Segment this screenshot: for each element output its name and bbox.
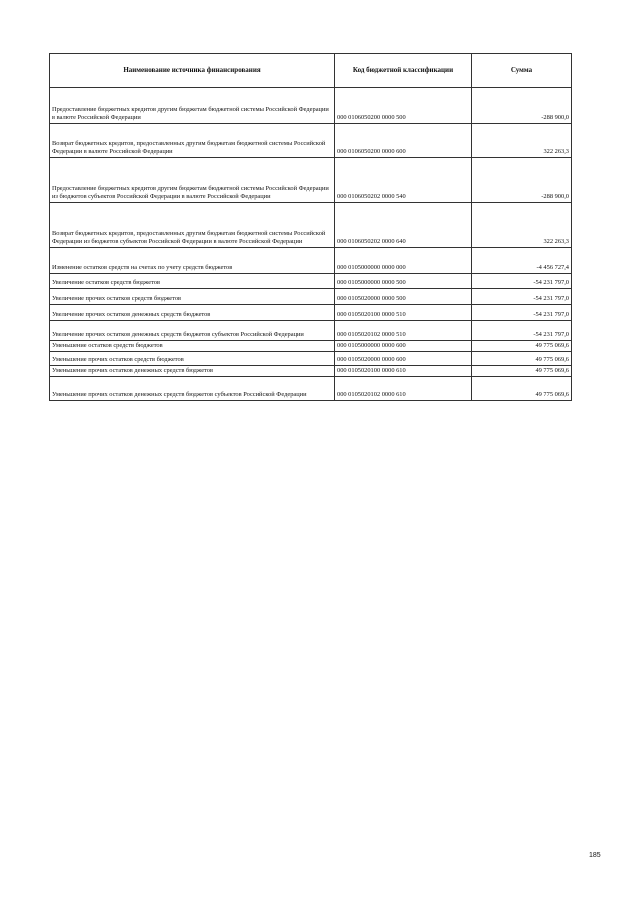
row-code: 000 0105020000 0000 600 <box>335 352 472 366</box>
row-name: Предоставление бюджетных кредитов другим бюджетам бюджетной системы Российской Федерации из бюджетов субъектов Российской Федерации в валюте Российской Федерации <box>50 158 335 203</box>
row-amount: 322 263,3 <box>472 124 572 158</box>
row-code: 000 0105020100 0000 510 <box>335 305 472 321</box>
row-name: Возврат бюджетных кредитов, предоставленных другим бюджетам бюджетной системы Российской Федерации в валюте Российской Федерации <box>50 124 335 158</box>
table-row <box>50 274 572 289</box>
column-header-amount: Сумма <box>472 54 572 88</box>
row-amount: 49 775 069,6 <box>472 341 572 352</box>
page-number: 185 <box>589 852 601 859</box>
row-name: Уменьшение прочих остатков денежных средств бюджетов <box>50 366 335 377</box>
row-name: Увеличение прочих остатков денежных средств бюджетов субъектов Российской Федерации <box>50 321 335 341</box>
table-row <box>50 203 572 248</box>
table-row <box>50 366 572 377</box>
row-code: 000 0106050200 0000 600 <box>335 124 472 158</box>
column-header-name: Наименование источника финансирования <box>50 54 335 88</box>
row-name: Изменение остатков средств на счетах по учету средств бюджетов <box>50 248 335 274</box>
row-amount: -288 900,0 <box>472 88 572 124</box>
table-row <box>50 352 572 366</box>
row-code: 000 0105000000 0000 600 <box>335 341 472 352</box>
row-code: 000 0105020000 0000 500 <box>335 289 472 305</box>
row-name: Уменьшение прочих остатков средств бюджетов <box>50 352 335 366</box>
row-code: 000 0105020102 0000 510 <box>335 321 472 341</box>
row-amount: -54 231 797,0 <box>472 289 572 305</box>
table-row <box>50 305 572 321</box>
row-name: Увеличение прочих остатков денежных средств бюджетов <box>50 305 335 321</box>
row-amount: -288 900,0 <box>472 158 572 203</box>
row-amount: 49 775 069,6 <box>472 377 572 401</box>
row-code: 000 0106050202 0000 540 <box>335 158 472 203</box>
column-header-code: Код бюджетной классификации <box>335 54 472 88</box>
row-name: Уменьшение прочих остатков денежных средств бюджетов субъектов Российской Федерации <box>50 377 335 401</box>
row-name: Предоставление бюджетных кредитов другим бюджетам бюджетной системы Российской Федерации в валюте Российской Федерации <box>50 88 335 124</box>
row-name: Увеличение прочих остатков средств бюджетов <box>50 289 335 305</box>
row-code: 000 0105020100 0000 610 <box>335 366 472 377</box>
row-code: 000 0105020102 0000 610 <box>335 377 472 401</box>
table-row <box>50 124 572 158</box>
table-row <box>50 377 572 401</box>
row-name: Увеличение остатков средств бюджетов <box>50 274 335 289</box>
row-amount: -54 231 797,0 <box>472 305 572 321</box>
table-row <box>50 88 572 124</box>
row-name: Уменьшение остатков средств бюджетов <box>50 341 335 352</box>
financing-sources-table <box>49 53 572 401</box>
row-amount: -54 231 797,0 <box>472 274 572 289</box>
row-amount: 49 775 069,6 <box>472 366 572 377</box>
row-amount: 322 263,3 <box>472 203 572 248</box>
table-row <box>50 289 572 305</box>
table-row <box>50 321 572 341</box>
row-amount: -54 231 797,0 <box>472 321 572 341</box>
row-code: 000 0105000000 0000 500 <box>335 274 472 289</box>
row-name: Возврат бюджетных кредитов, предоставленных другим бюджетам бюджетной системы Российской Федерации из бюджетов субъектов Российской Федерации в валюте Российской Федерации <box>50 203 335 248</box>
table-row <box>50 158 572 203</box>
row-code: 000 0106050200 0000 500 <box>335 88 472 124</box>
table-row <box>50 248 572 274</box>
table-row <box>50 341 572 352</box>
row-amount: 49 775 069,6 <box>472 352 572 366</box>
row-code: 000 0105000000 0000 000 <box>335 248 472 274</box>
row-code: 000 0106050202 0000 640 <box>335 203 472 248</box>
row-amount: -4 456 727,4 <box>472 248 572 274</box>
